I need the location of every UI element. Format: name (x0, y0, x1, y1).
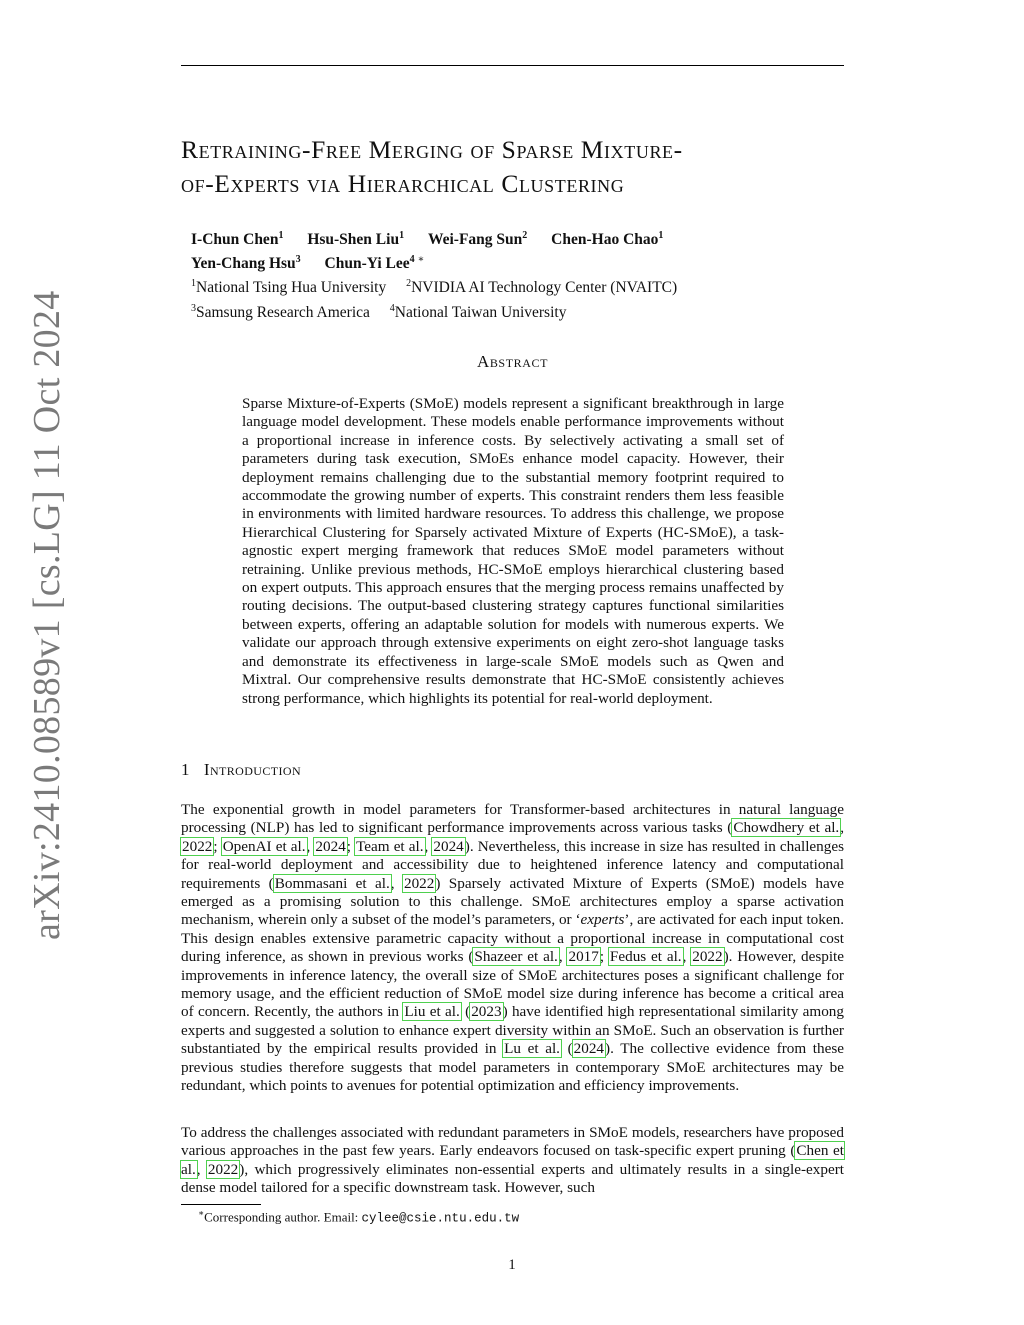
affiliation: $^1$National Tsing Hua University (191, 278, 387, 297)
author-block (191, 226, 693, 323)
section-number: 1 (181, 760, 190, 779)
affiliation: $^4$National Taiwan University (389, 302, 567, 321)
citation-link[interactable]: Team et al. (356, 837, 424, 855)
page-number: 1 (508, 1257, 516, 1273)
citation-link[interactable]: Chowdhery et al. (733, 819, 840, 837)
citation-link[interactable]: Bommasani et al. (274, 874, 390, 892)
header-rule (181, 65, 844, 66)
citation-link[interactable]: 2017 (568, 948, 599, 966)
author: Yen-Chang Hsu$^3$ (191, 254, 301, 273)
section-title: Introduction (203, 760, 302, 779)
citation-link[interactable]: Chen et al. (181, 1142, 844, 1178)
affiliation: $^2$NVIDIA AI Technology Center (NVAITC) (406, 278, 678, 297)
title-line-1: Retraining-Free Merging of Sparse Mixture- (181, 135, 683, 164)
intro-paragraph-1: The exponential growth in model parameters for Transformer-based architectures in natural language processing (NLP) has led to significant performance improvements across various tasks (Chowdhery et al., 2022; OpenAI et al., 2024; Team et al., 2024). Nevertheless, this increase in size has resulted in challenges for real-world deployment and accessibility due to heightened inference latency and computational requirements (Bommasani et al., 2022) Sparsely activated Mixture of Experts (SMoE) models have emerged as a promising solution to this challenge. SMoE architectures employ a sparse activation mechanism, wherein only a subset of the model’s parameters, or ‘experts’, are activated for each input token. This design enables extensive parametric capacity without a proportional increase in computational cost during inference, as shown in previous works (Shazeer et al., 2017; Fedus et al., 2022). However, despite improvements in inference latency, the overall size of SMoE architectures poses a significant challenge for memory usage, and the efficient reduction of SMoE model size during inference has become a critical area of concern. Recently, the authors in Liu et al. (2023) have identified high representational similarity among experts and suggested a solution to enhance expert diversity within an SMoE. Such an observation is further substantiated by the empirical results provided in Lu et al. (2024). The collective evidence from these previous studies therefore suggests that model parameters in contemporary SMoE architectures may be redundant, which points to avenues for potential optimization and efficiency improvements. (181, 801, 845, 1095)
citation-link[interactable]: 2022 (403, 874, 435, 892)
author: I-Chun Chen$^1$ (191, 230, 284, 249)
citation-link[interactable]: OpenAI et al. (222, 837, 306, 855)
abstract-text: Sparse Mixture-of-Experts (SMoE) models represent a significant breakthrough in large language model development. These models enable performance improvements without a proportional increase in inference costs. By selectively activating a small set of parameters during task execution, SMoEs enhance model capacity. However, their deployment remains challenging due to the substantial memory footprint required to accommodate the growing number of experts. This constraint renders them less feasible in environments with limited hardware resources. To address this challenge, we propose Hierarchical Clustering for Sparsely activated Mixture of Experts (HC-SMoE), a task-agnostic expert merging framework that reduces SMoE model parameters without retraining. Unlike previous methods, HC-SMoE employs hierarchical clustering based on expert outputs. This approach ensures that the merging process remains unaffected by routing decisions. The output-based clustering strategy captures functional similarities between experts, offering an adaptable solution for models with numerous experts. We validate our approach through extensive experiments on eight zero-shot language tasks and demonstrate its effectiveness in large-scale SMoE models such as Qwen and Mixtral. Our comprehensive results demonstrate that HC-SMoE consistently achieves strong performance, which highlights its potential for real-world deployment. (242, 395, 784, 707)
paper-title (181, 133, 844, 201)
emphasis-experts: experts (580, 911, 625, 929)
citation-link[interactable]: 2023 (471, 1003, 502, 1021)
affiliation: $^3$Samsung Research America (191, 302, 370, 321)
affiliation-row-2 (191, 298, 693, 322)
citation-link[interactable]: 2024 (315, 837, 346, 855)
author: Hsu-Shen Liu$^1$ (307, 230, 405, 249)
citation-link[interactable]: Liu et al. (404, 1003, 460, 1021)
author-row-1 (191, 226, 693, 250)
author: Chen-Hao Chao$^1$ (551, 230, 664, 249)
citation-link[interactable]: 2022 (207, 1160, 239, 1178)
citation-link[interactable]: Shazeer et al. (474, 948, 558, 966)
email-link[interactable]: cylee@csie.ntu.edu.tw (361, 1211, 520, 1226)
affiliation-row-1 (191, 274, 693, 298)
citation-link[interactable]: Lu et al. (504, 1040, 560, 1058)
section-heading-introduction (181, 760, 301, 780)
footnote: ∗Corresponding author. Email: cylee@csie.ntu.edu.tw (198, 1208, 520, 1226)
corresponding-author-mark: ∗ (417, 254, 425, 266)
citation-link[interactable]: 2022 (692, 948, 723, 966)
citation-link[interactable]: 2024 (433, 837, 464, 855)
author: Chun-Yi Lee$^4$ ∗ (324, 254, 425, 273)
arxiv-identifier-stamp: arXiv:2410.08589v1 [cs.LG] 11 Oct 2024 (26, 290, 68, 940)
author: Wei-Fang Sun$^2$ (427, 230, 528, 249)
citation-link[interactable]: 2022 (182, 837, 213, 855)
abstract-heading: Abstract (476, 352, 549, 371)
author-row-2 (191, 250, 693, 274)
intro-paragraph-2: To address the challenges associated with redundant parameters in SMoE models, researchers have proposed various approaches in the past few years. Early endeavors focused on task-specific expert pruning (Chen et al., 2022), which progressively eliminates non-essential experts and ultimately results in a single-expert dense model tailored for a specific downstream task. However, such (181, 1124, 844, 1197)
citation-link[interactable]: 2024 (573, 1040, 605, 1058)
citation-link[interactable]: Fedus et al. (609, 948, 682, 966)
footnote-rule (181, 1204, 261, 1205)
title-line-2: of-Experts via Hierarchical Clustering (181, 169, 625, 198)
